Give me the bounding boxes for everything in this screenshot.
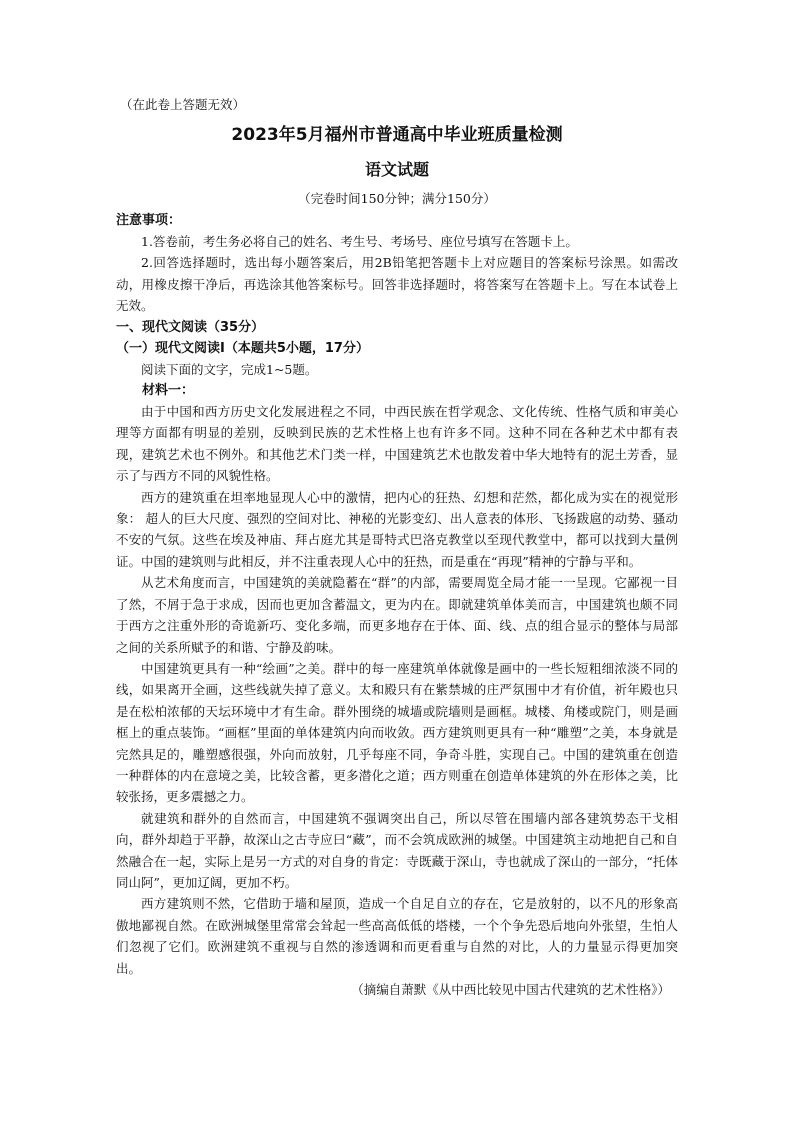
paragraph: 由于中国和西方历史文化发展进程之不同，中西民族在哲学观念、文化传统、性格气质和审美心理等方面都有明显的差别，反映到民族的艺术性格上也有许多不同。这种不同在各种艺术中都有表现，建筑艺术也不例外。和其他艺术门类一样，中国建筑艺术也散发着中华大地特有的泥土芳香，显示了与西方不同的风貌性格。	[116, 404, 678, 484]
notice-item-1: 1.答卷前，考生务必将自己的姓名、考生号、考场号、座位号填写在答题卡上。	[141, 234, 578, 249]
section-heading: 一、现代文阅读（35分）	[116, 319, 265, 335]
source-citation: （摘编自萧默《从中西比较见中国古代建筑的艺术性格》）	[351, 982, 670, 997]
notice-heading: 注意事项：	[116, 213, 182, 228]
paragraph: 中国建筑更具有一种“绘画”之美。群中的每一座建筑单体就像是画中的一些长短粗细浓淡不同的线，如果离开全画，这些线就失掉了意义。太和殿只有在紫禁城的庄严氛围中才有价值，祈年殿也只是在松柏浓郁的天坛环境中才有生命。群外围绕的城墙或院墙则是画框。城楼、角楼或院门，则是画框上的重点装饰。“画框”里面的单体建筑内向而收敛。西方建筑则更具有一种“雕塑”之美，本身就是完然具足的，雕塑感很强，外向而放射，几乎每座不同，争奇斗胜，实现自己。中国的建筑重在创造一种群体的内在意境之美，比较含蓄，更多潜化之道；西方则重在创造单体建筑的外在形体之美，比较张扬，更多震撼之力。	[116, 660, 678, 805]
subject-title: 语文试题	[364, 160, 429, 179]
notice-item-2: 2.回答选择题时，选出每小题答案后，用2B铅笔把答题卡上对应题目的答案标号涂黑。如需改动，用橡皮擦干净后，再选涂其他答案标号。回答非选择题时，将答案写在答题卡上。写在本试卷上无效。	[116, 255, 678, 314]
paragraph: 从艺术角度而言，中国建筑的美就隐蓄在“群”的内部，需要周览全局才能一一呈现。它鄙视一目了然，不屑于急于求成，因而也更加含蓄温文，更为内在。即就建筑单体美而言，中国建筑也颇不同于西方之注重外形的奇诡新巧、变化多端，而更多地存在于体、面、线、点的组合显示的整体与局部之间的关系所赋予的和谐、宁静及韵味。	[116, 575, 678, 655]
section-subheading: （一）现代文阅读Ⅰ（本题共5小题，17分）	[116, 340, 369, 356]
paragraph: 就建筑和群外的自然而言，中国建筑不强调突出自己，所以尽管在围墙内部各建筑势态干戈相向，群外却趋于平静，故深山之古寺应曰“藏”，而不会筑成欧洲的城堡。中国建筑主动地把自己和自然融合在一起，实际上是另一方式的对自身的肯定：寺既藏于深山，寺也就成了深山的一部分，“托体同山阿”，更加辽阔，更加不朽。	[116, 810, 678, 890]
section-instruction: 阅读下面的文字，完成1~5题。	[141, 361, 318, 377]
time-limit: （完卷时间150分钟；满分150分）	[298, 191, 496, 206]
paragraph: 西方的建筑重在坦率地显现人心中的激情，把内心的狂热、幻想和茫然，都化成为实在的视觉形象： 超人的巨大尺度、强烈的空间对比、神秘的光影变幻、出人意表的体形、飞扬跋扈的动势、骚动不安的气氛。这些在埃及神庙、拜占庭尤其是哥特式巴洛克教堂以至现代教堂中，都可以找到大量例证。中国的建筑则与此相反，并不注重表现人心中的狂热，而是重在“再现”精神的宁静与平和。	[116, 489, 678, 569]
paragraph: 西方建筑则不然，它借助于墙和屋顶，造成一个自足自立的存在，它是放射的，以不凡的形象高傲地鄙视自然。在欧洲城堡里常常会耸起一些高高低低的塔楼，一个个争先恐后地向外张望，生怕人们忽视了它们。欧洲建筑不重视与自然的渗透调和而更看重与自然的对比，人的力量显示得更加突出。	[116, 896, 678, 976]
exam-title: 2023年5月福州市普通高中毕业班质量检测	[231, 125, 563, 145]
invalid-answer-note: （在此卷上答题无效）	[120, 97, 246, 112]
material-label: 材料一：	[142, 383, 195, 399]
